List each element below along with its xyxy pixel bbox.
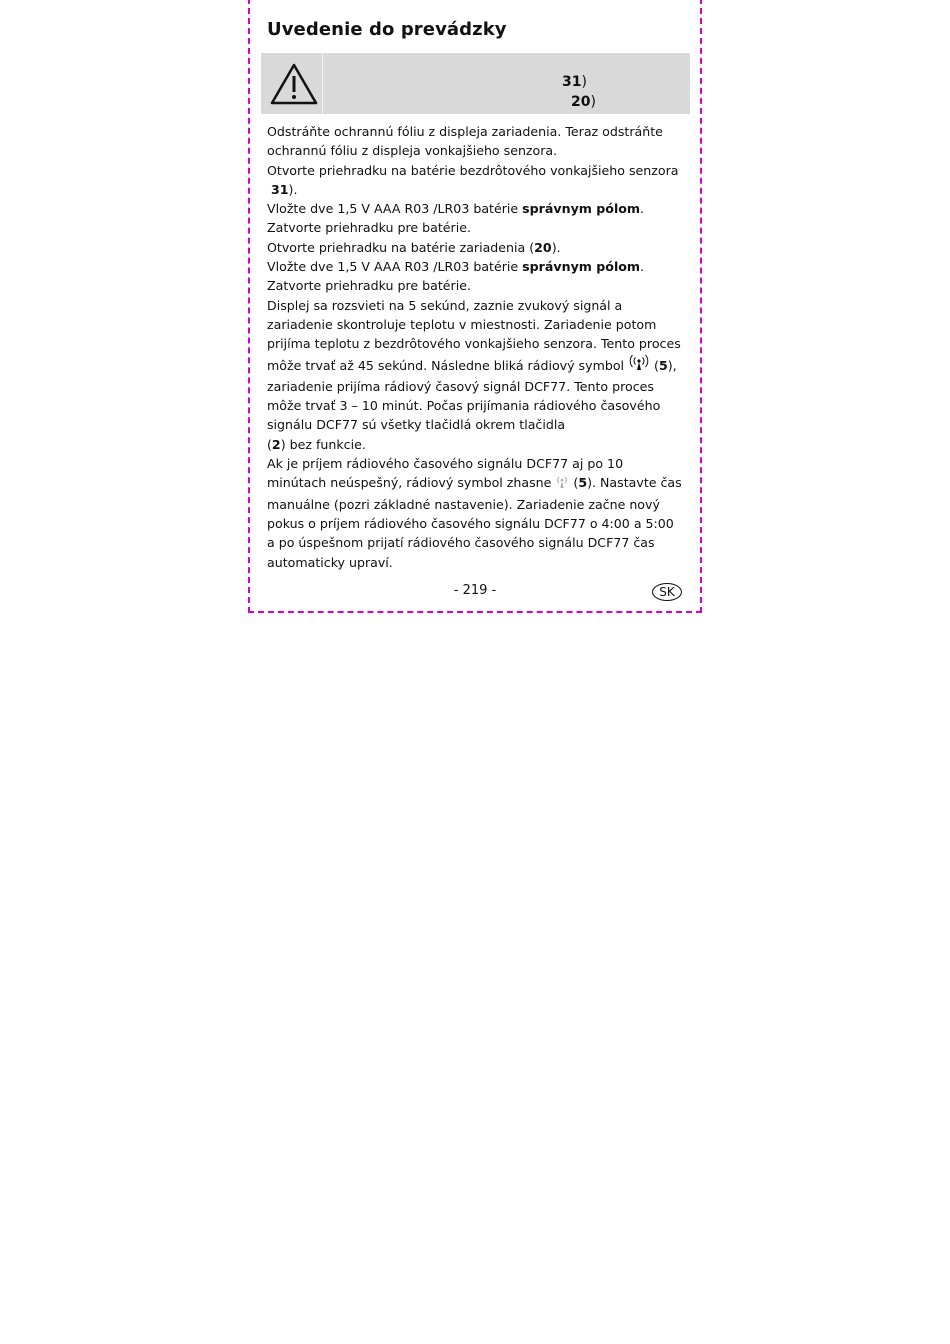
paragraph-insert-device-batteries: Vložte dve 1,5 V AAA R03 /LR03 batérie správnym pólom. [267,259,645,275]
warning-ref-20: 20) [571,94,596,110]
language-badge: SK [652,583,682,601]
warning-ref-31: 31) [562,74,587,90]
paragraph-close-device-battery: Zatvorte priehradku pre batérie. [267,278,471,294]
paragraph-remove-film: Odstráňte ochrannú fóliu z displeja zariadenia. Teraz odstráňte ochrannú fóliu z displeja vonkajšieho senzora. [267,124,663,159]
paragraph-open-sensor-battery: Otvorte priehradku na batérie bezdrôtového vonkajšieho senzora 31). [267,162,679,197]
warning-icon-cell [261,53,323,114]
warning-box [261,53,690,114]
radio-signal-icon [628,354,650,377]
section-title: Uvedenie do prevádzky [267,19,507,40]
paragraph-close-sensor-battery: Zatvorte priehradku pre batérie. [267,220,471,236]
warning-triangle-icon [270,62,318,106]
body-text [267,122,682,572]
paragraph-open-device-battery: Otvorte priehradku na batérie zariadenia (20). [267,239,561,255]
paragraph-insert-sensor-batteries: Vložte dve 1,5 V AAA R03 /LR03 batérie správnym pólom. [267,201,645,217]
page-number: - 219 - [453,583,497,598]
paragraph-reception-failure: Ak je príjem rádiového časového signálu DCF77 aj po 10 minútach neúspešný, rádiový symbol zhasne (5). Nastavte čas manuálne (pozri základné nastavenie). Zariadenie začne nový pokus o príjem rádiového časového signálu DCF77 o 4:00 a 5:00 a po úspešnom prijatí rádiového časového signálu DCF77 čas automaticky upraví. [267,456,682,570]
paragraph-display-startup: Displej sa rozsvieti na 5 sekúnd, zaznie zvukový signál a zariadenie skontroluje teplotu v miestnosti. Zariadenie potom prijíma teplotu z bezdrôtového vonkajšieho senzora. Tento proces môže trvať až 45 sekúnd. Následne bliká rádiový symbol (5), zariadenie prijíma rádiový časový signál DCF77. Tento proces môže trvať 3 – 10 minút. Počas prijímania rádiového časového signálu DCF77 sú všetky tlačidlá okrem tlačidla (2) bez funkcie. [267,297,681,452]
radio-signal-off-icon [555,475,569,494]
